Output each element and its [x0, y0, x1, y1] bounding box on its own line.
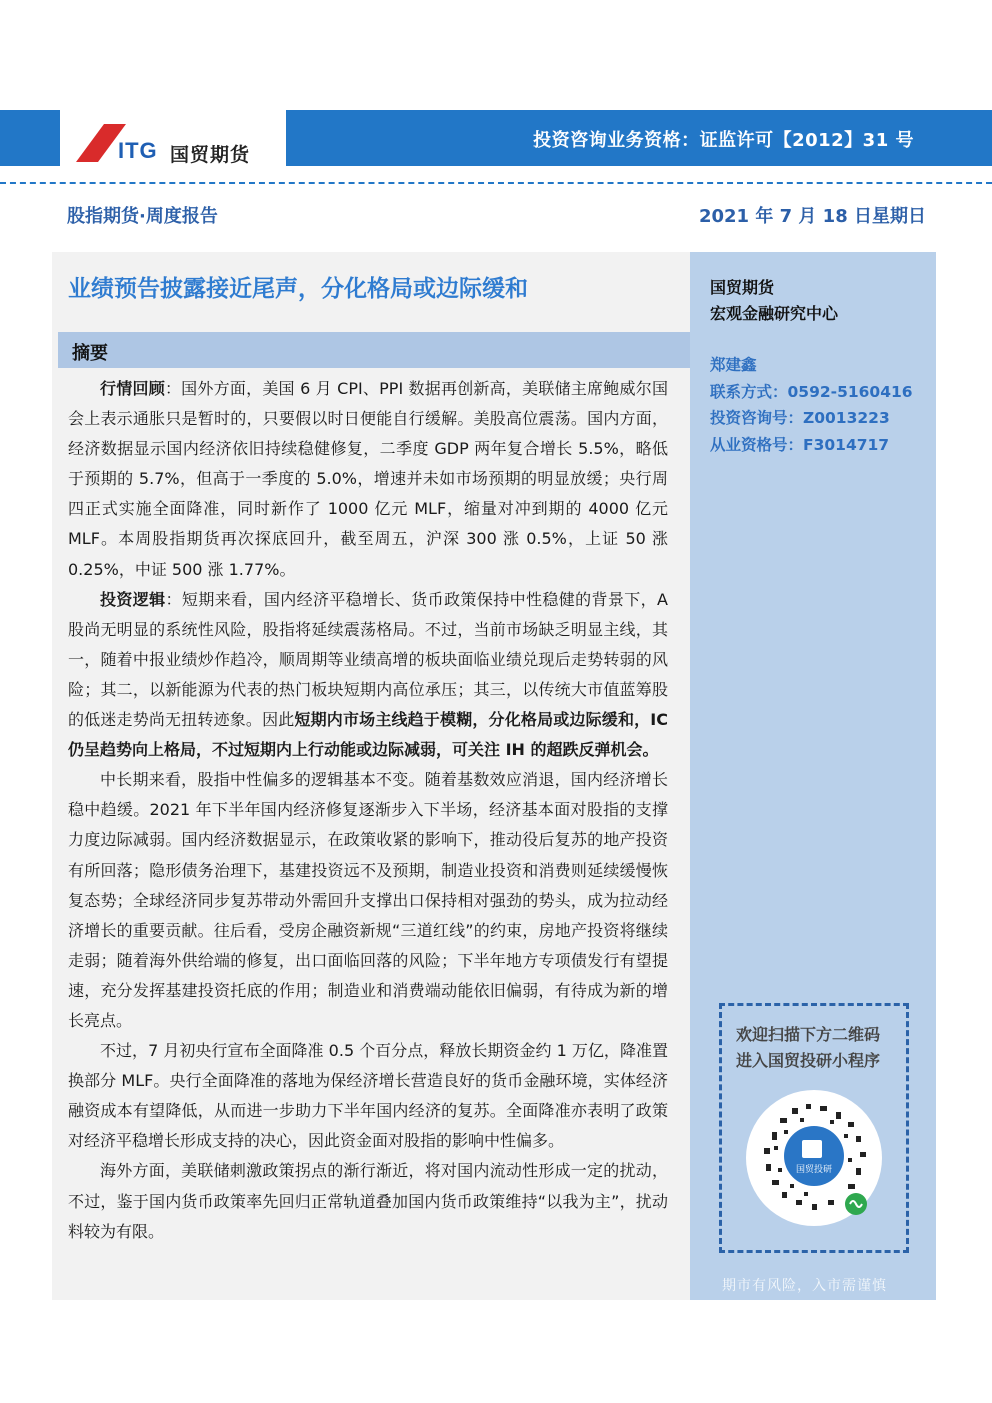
- dept-name: 宏观金融研究中心: [710, 304, 839, 323]
- paragraph-rrr-cut: 不过，7 月初央行宣布全面降准 0.5 个百分点，释放长期资金约 1 万亿，降准置换部分 MLF。央行全面降准的落地为保经济增长营造良好的货币金融环境，实体经济融资成本有望降低，从而进一步助力下半年国内经济的复苏。全面降准亦表明了政策对经济平稳增长形成支持的决心，因此资金面对股指的影响中性偏多。: [68, 1041, 668, 1151]
- paragraph-investment-logic: [68, 585, 668, 766]
- qr-promo-box: [719, 1003, 909, 1253]
- summary-label: 摘要: [72, 343, 108, 364]
- header-band-left: [0, 110, 60, 166]
- analyst-info: [710, 352, 913, 458]
- logo-latin-text: ITG: [118, 138, 158, 163]
- summary-header: [58, 332, 690, 368]
- analyst-consult-number: 投资咨询号：Z0013223: [710, 409, 890, 427]
- paragraph-market-review: [68, 374, 668, 585]
- org-name: 国贸期货: [710, 278, 775, 297]
- risk-warning: 期市有风险，入市需谨慎: [722, 1278, 887, 1294]
- investment-logic-conclusion: 短期内市场主线趋于模糊，分化格局或边际缓和，IC 仍呈趋势向上格局，不过短期内上行动能或边际减弱，可关注 IH 的超跌反弹机会。: [68, 710, 668, 760]
- paragraph-long-term: 中长期来看，股指中性偏多的逻辑基本不变。随着基数效应消退，国内经济增长稳中趋缓。2021 年下半年国内经济修复逐渐步入下半场，经济基本面对股指的支撑力度边际减弱。国内经济数据显示，在政策收紧的影响下，推动役后复苏的地产投资有所回落；隐形债务治理下，基建投资远不及预期，制造业投资和消费则延续缓慢恢复态势；全球经济同步复苏带动外需回升支撑出口保持相对强劲的势头，成为拉动经济增长的重要贡献。往后看，受房企融资新规“三道红线”的约束，房地产投资将继续走弱；随着海外供给端的修复，出口面临回落的风险；下半年地方专项债发行有望提速，充分发挥基建投资托底的作用；制造业和消费端动能依旧偏弱，有待成为新的增长亮点。: [68, 770, 668, 1030]
- investment-logic-lead: 投资逻辑: [100, 589, 166, 609]
- paragraph-overseas: 海外方面，美联储刺激政策拐点的渐行渐近，将对国内流动性形成一定的扰动，不过，鉴于国内货币政策率先回归正常轨道叠加国内货币政策维持“以我为主”，扰动料较为有限。: [68, 1161, 668, 1241]
- report-date: 2021 年 7 月 18 日星期日: [698, 206, 926, 227]
- company-logo: [74, 122, 274, 164]
- license-text: 投资咨询业务资格：证监许可【2012】31 号: [533, 130, 914, 151]
- qr-caption: [736, 1022, 880, 1074]
- qr-caption-line-2: 进入国贸投研小程序: [736, 1051, 881, 1070]
- report-title: 业绩预告披露接近尾声，分化格局或边际缓和: [68, 276, 528, 302]
- header-divider: [0, 182, 992, 184]
- sidebar-org: [710, 275, 838, 327]
- analyst-contact: 联系方式：0592-5160416: [710, 382, 913, 401]
- qr-caption-line-1: 欢迎扫描下方二维码: [736, 1025, 881, 1044]
- analyst-name: 郑建鑫: [710, 356, 757, 374]
- mini-program-qr-code-icon[interactable]: [744, 1088, 884, 1228]
- qr-center-label: 国贸投研: [795, 1165, 833, 1175]
- investment-logic-text: ：短期来看，国内经济平稳增长、货币政策保持中性稳健的背景下，A 股尚无明显的系统性风险，股指将延续震荡格局。不过，当前市场缺乏明显主线，其一，随着中报业绩炒作趋冷，顺周期等业绩高增的板块面临业绩兑现后走势转弱的风险；其二，以新能源为代表的热门板块短期内高位承压；其三，以传统大市值蓝筹股的低迷走势尚无扭转迹象。因此: [68, 589, 668, 730]
- market-review-text: ：国外方面，美国 6 月 CPI、PPI 数据再创新高，美联储主席鲍威尔国会上表示通胀只是暂时的，只要假以时日便能自行缓解。美股高位震荡。国内方面，经济数据显示国内经济依旧持续稳健修复，二季度 GDP 两年复合增长 5.5%，略低于预期的 5.7%，但高于一季度的 5.0%，增速并未如市场预期的明显放缓；央行周四正式实施全面降准，同时新作了 1000 亿元 MLF，缩量对冲到期的 4000 亿元 MLF。本周股指期货再次探底回升，截至周五，沪深 300 涨 0.5%，上证 50 涨 0.25%，中证 500 涨 1.77%。: [68, 379, 668, 579]
- logo-chinese-text: 国贸期货: [170, 144, 251, 166]
- summary-body: [68, 374, 668, 1247]
- report-type: 股指期货·周度报告: [67, 206, 218, 227]
- analyst-qualification-number: 从业资格号：F3014717: [710, 435, 890, 454]
- market-review-lead: 行情回顾: [100, 379, 165, 398]
